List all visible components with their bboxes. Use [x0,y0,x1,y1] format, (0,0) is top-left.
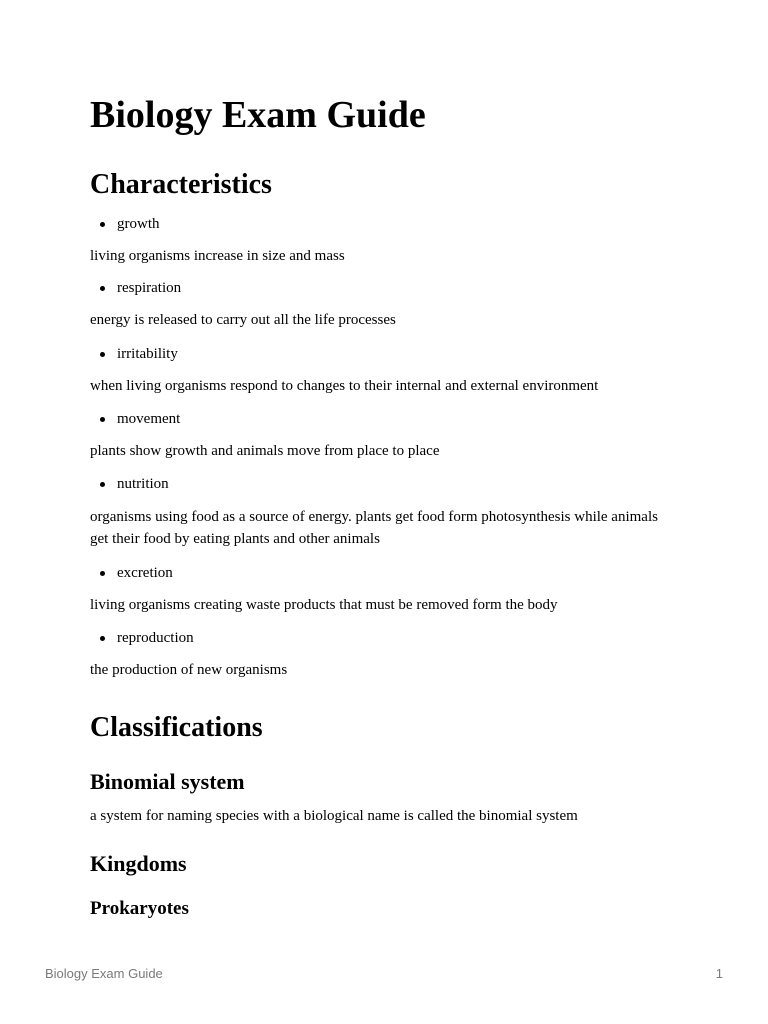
section-heading-classifications: Classifications [90,712,263,743]
list-item-term: excretion [117,565,173,581]
list-item-term: irritability [117,346,178,362]
subsection-heading-kingdoms: Kingdoms [90,851,187,876]
list-item-definition: when living organisms respond to changes to their internal and external environment [90,378,599,394]
list-item-definition: organisms using food as a source of energy. plants get food form photosynthesis while animals get their food by eating plants and other animals [90,509,658,547]
list-item-definition: the production of new organisms [90,662,288,678]
subsection-heading-binomial: Binomial system [90,769,245,794]
binomial-description: a system for naming species with a biological name is called the binomial system [90,808,578,824]
list-item-term: movement [117,411,181,427]
section-heading-characteristics: Characteristics [90,169,272,200]
list-item-term: growth [117,216,160,232]
list-item-term: reproduction [117,630,194,646]
page-title: Biology Exam Guide [90,94,426,136]
list-item-definition: energy is released to carry out all the life processes [90,312,396,328]
footer-doc-title: Biology Exam Guide [45,966,163,981]
list-item-definition: living organisms creating waste products that must be removed form the body [90,597,558,613]
list-item-definition: living organisms increase in size and mass [90,248,345,264]
list-item-term: nutrition [117,476,169,492]
list-item-definition: plants show growth and animals move from place to place [90,443,440,459]
subsubsection-heading-prokaryotes: Prokaryotes [90,898,189,919]
list-item-term: respiration [117,280,182,296]
footer-page-number: 1 [715,966,723,981]
